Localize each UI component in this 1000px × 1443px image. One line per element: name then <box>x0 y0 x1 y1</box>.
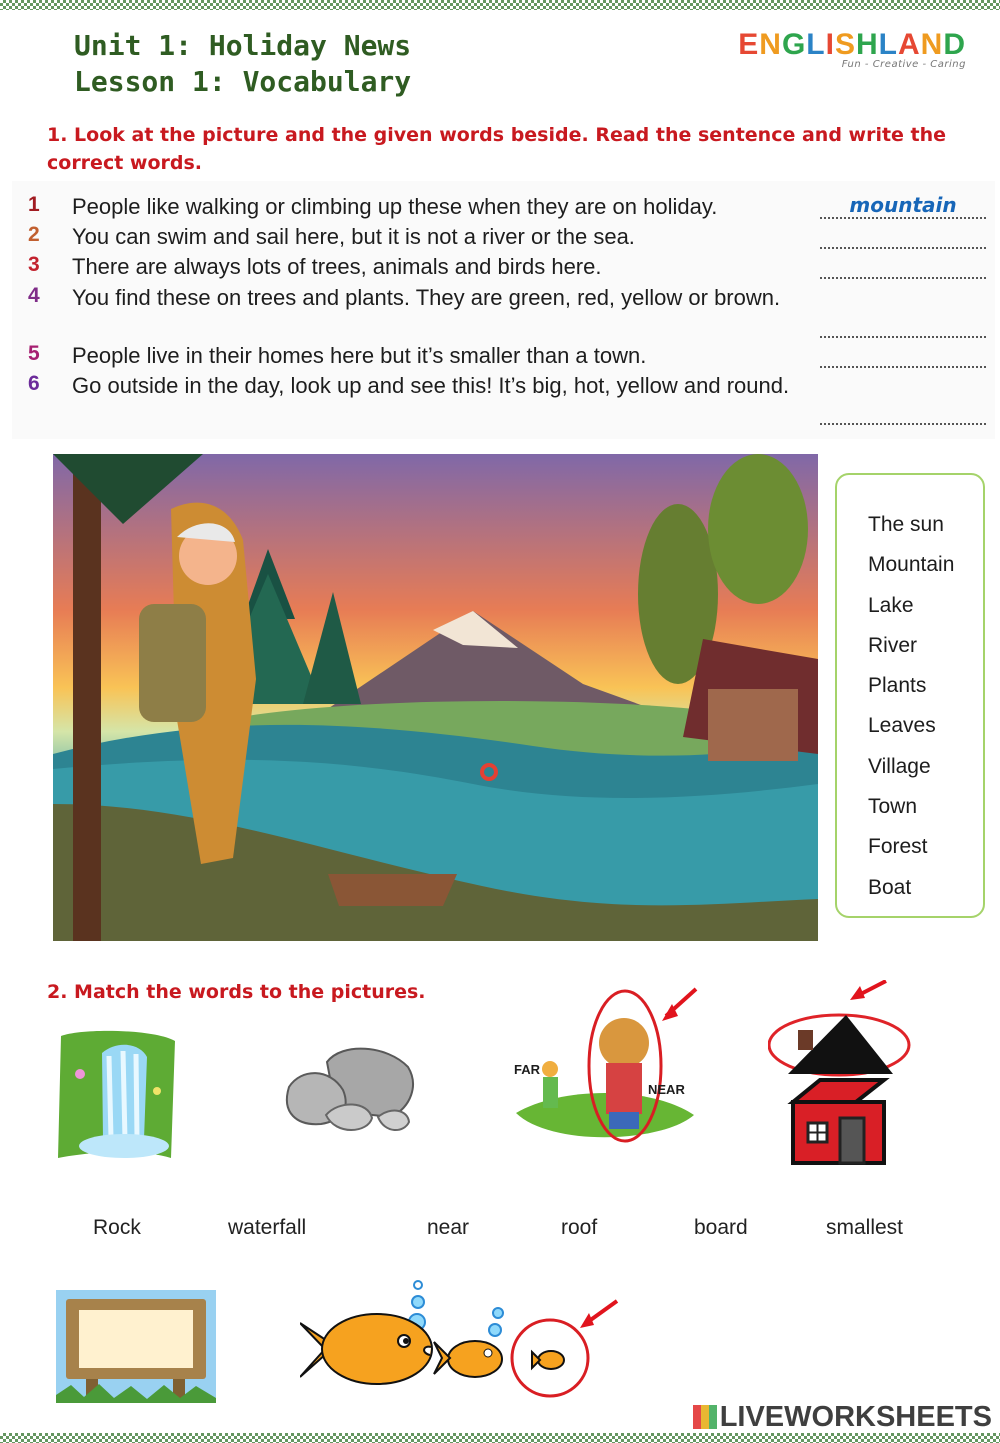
question-4 <box>28 284 792 311</box>
question-number: 5 <box>28 342 40 365</box>
question-5 <box>28 342 792 369</box>
roof-picture[interactable] <box>768 980 914 1170</box>
question-number: 3 <box>28 253 40 276</box>
question-text: People live in their homes here but it’s smaller than a town. <box>72 343 647 368</box>
top-pattern-border <box>0 0 1000 10</box>
answer-field-5[interactable] <box>820 344 986 368</box>
word-bank-item: Boat <box>868 875 912 899</box>
word-bank-item: Mountain <box>868 553 955 577</box>
question-number: 2 <box>28 223 40 246</box>
unit-title: Unit 1: Holiday News <box>74 29 412 62</box>
answer-field-6[interactable] <box>820 401 986 425</box>
match-word-waterfall[interactable]: waterfall <box>228 1216 307 1239</box>
brand-name: ENGLISHLAND <box>738 28 966 61</box>
word-bank <box>835 473 985 918</box>
question-3 <box>28 253 792 280</box>
word-bank-item: River <box>868 633 918 657</box>
word-bank-item: Village <box>868 754 931 778</box>
watermark-text: LIVEWORKSHEETS <box>719 1401 992 1433</box>
bottom-pattern-border <box>0 1433 1000 1443</box>
match-word-board[interactable]: board <box>694 1216 748 1239</box>
liveworksheets-logo-icon <box>693 1405 717 1429</box>
lesson-title: Lesson 1: Vocabulary <box>74 65 412 98</box>
rock-picture[interactable] <box>281 1042 417 1138</box>
question-text: You find these on trees and plants. They are green, red, yellow or brown. <box>72 285 781 310</box>
near-label: NEAR <box>648 1082 685 1097</box>
match-word-smallest[interactable]: smallest <box>826 1216 904 1239</box>
word-bank-item: The sun <box>868 513 944 536</box>
question-1 <box>28 193 792 220</box>
waterfall-picture[interactable] <box>54 1028 180 1162</box>
worksheet-title <box>74 28 411 100</box>
holiday-landscape-picture <box>53 454 818 941</box>
question-number: 6 <box>28 372 40 395</box>
near-far-picture[interactable] <box>508 985 701 1150</box>
landscape-illustration <box>53 454 818 941</box>
match-word-rock[interactable]: Rock <box>93 1216 141 1239</box>
fish-picture[interactable] <box>300 1275 620 1411</box>
board-icon <box>56 1290 216 1403</box>
section-2-instruction: 2. Match the words to the pictures. <box>47 981 426 1003</box>
fish-size-icon <box>300 1275 620 1411</box>
word-bank-item: Plants <box>868 674 927 698</box>
answer-field-1[interactable]: mountain <box>820 195 986 219</box>
answer-field-3[interactable] <box>820 255 986 279</box>
question-number: 1 <box>28 193 40 216</box>
question-number: 4 <box>28 284 40 307</box>
question-text: Go outside in the day, look up and see this! It’s big, hot, yellow and round. <box>72 373 790 398</box>
word-bank-item: Forest <box>868 835 928 859</box>
far-label: FAR <box>514 1062 540 1077</box>
question-2 <box>28 223 792 250</box>
answer-field-4[interactable] <box>820 314 986 338</box>
liveworksheets-watermark <box>693 1401 992 1434</box>
word-bank-item: Town <box>868 795 918 819</box>
house-roof-icon <box>768 980 914 1170</box>
question-text: There are always lots of trees, animals and birds here. <box>72 254 602 279</box>
question-6 <box>28 372 792 399</box>
section-1-instruction: 1. Look at the picture and the given words beside. Read the sentence and write the correct words. <box>47 124 947 174</box>
question-text: You can swim and sail here, but it is not a river or the sea. <box>72 224 635 249</box>
brand-tagline: Fun - Creative - Caring <box>841 59 966 70</box>
answer-field-2[interactable] <box>820 225 986 249</box>
word-bank-item: Leaves <box>868 714 936 738</box>
match-word-near[interactable]: near <box>427 1216 470 1239</box>
word-bank-item: Lake <box>868 593 914 617</box>
waterfall-icon <box>54 1028 180 1162</box>
question-text: People like walking or climbing up these when they are on holiday. <box>72 194 718 219</box>
rock-icon <box>281 1042 417 1138</box>
match-word-roof[interactable]: roof <box>561 1216 598 1239</box>
board-picture[interactable] <box>56 1290 216 1403</box>
englishland-logo <box>738 28 966 70</box>
